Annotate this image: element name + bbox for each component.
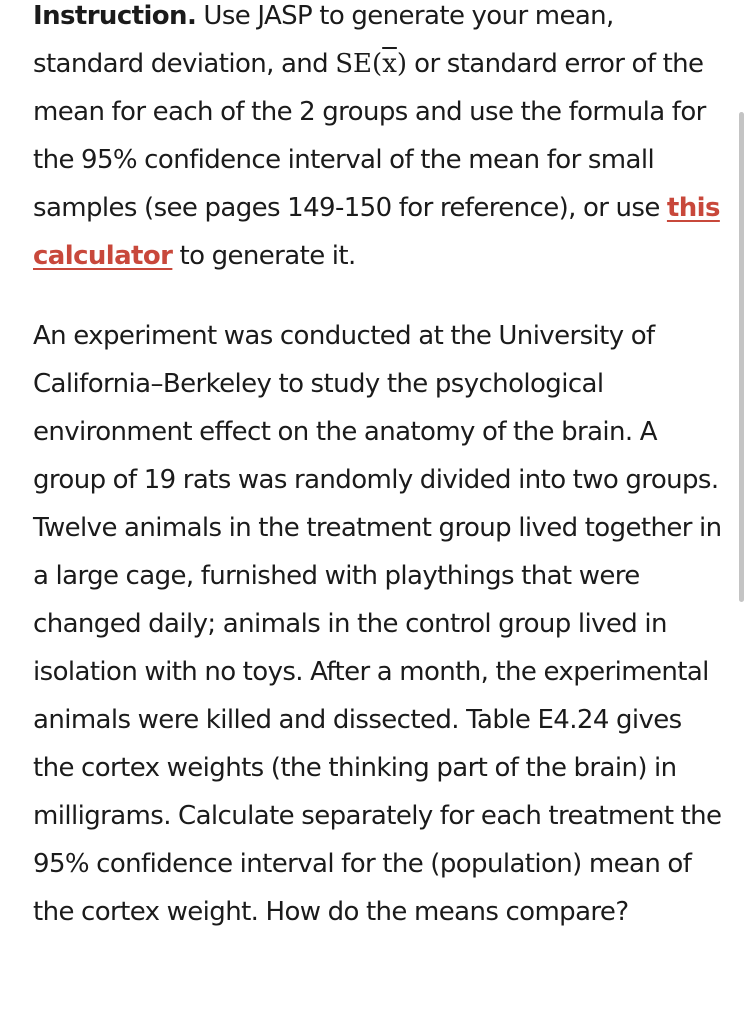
- standard-error-formula: [335, 49, 407, 79]
- formula-close: ): [396, 49, 408, 79]
- instruction-text-start: Use JASP to generate your mean, standard deviation, and: [33, 1, 614, 79]
- instruction-paragraph: [33, 0, 723, 280]
- calculator-link[interactable]: this calculator: [33, 193, 720, 271]
- formula-se: SE(: [335, 49, 383, 79]
- instruction-text-end: to generate it.: [172, 241, 356, 271]
- formula-x-bar: $\overline{x}$: [382, 49, 397, 79]
- problem-paragraph: An experiment was conducted at the University of California–Berkeley to study the psychological environment effect on the anatomy of the brain. A group of 19 rats was randomly divided into two groups. Twelve animals in the treatment group lived together in a large cage, furnished with playthings that were changed daily; animals in the control group lived in isolation with no toys. After a month, the experimental animals were killed and dissected. Table E4.24 gives the cortex weights (the thinking part of the brain) in milligrams. Calculate separately for each treatment the 95% confidence interval for the (population) mean of the cortex weight. How do the means compare?: [33, 321, 722, 927]
- content-area: [33, 0, 723, 936]
- instruction-label: Instruction.: [33, 1, 197, 31]
- vertical-scrollbar[interactable]: [739, 112, 744, 602]
- instruction-text-middle: or standard error of the mean for each of the 2 groups and use the formula for the 95% confidence interval of the mean for small samples (see pages 149-150 for reference), or use: [33, 49, 706, 223]
